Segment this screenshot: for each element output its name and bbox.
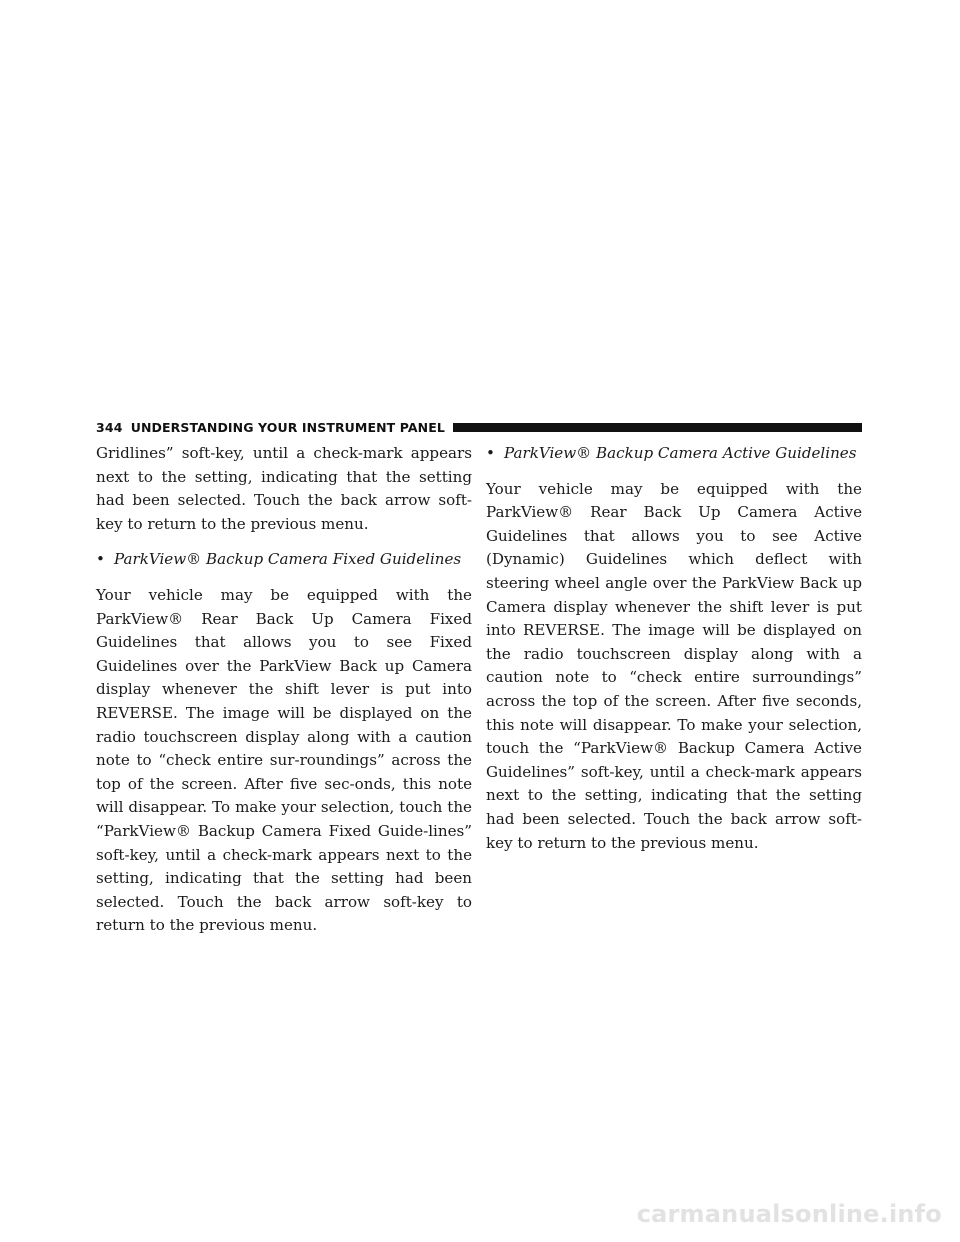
page-number: 344: [96, 419, 123, 435]
page-header: [96, 418, 862, 436]
left-column: [96, 442, 472, 950]
header-rule: [453, 423, 862, 432]
active-guidelines-heading-text: ParkView® Backup Camera Active Guidelines: [504, 444, 857, 462]
continuation-paragraph: Gridlines” soft-key, until a check-mark appears next to the setting, indicating that the setting had been selected. Touch the back arrow soft-key to return to the previous menu.: [96, 444, 472, 533]
bullet-icon: •: [96, 550, 105, 569]
fixed-guidelines-heading: [96, 548, 472, 572]
watermark: carmanualsonline.info: [636, 1200, 942, 1228]
active-guidelines-paragraph: Your vehicle may be equipped with the ParkView® Rear Back Up Camera Active Guidelines that allows you to see Active (Dynamic) Guidelines which deflect with steering wheel angle over the ParkView Back up Camera display whenever the shift lever is put into REVERSE. The image will be displayed on the radio touchscreen display along with a caution note to “check entire surroundings” across the top of the screen. After five seconds, this note will disappear. To make your selection, touch the “ParkView® Backup Camera Active Guidelines” soft-key, until a check-mark appears next to the setting, indicating that the setting had been selected. Touch the back arrow soft-key to return to the previous menu.: [486, 479, 862, 852]
section-title: UNDERSTANDING YOUR INSTRUMENT PANEL: [130, 419, 445, 435]
fixed-guidelines-paragraph: Your vehicle may be equipped with the ParkView® Rear Back Up Camera Fixed Guidelines that allows you to see Fixed Guidelines over the ParkView Back up Camera display whenever the shift lever is put into REVERSE. The image will be displayed on the radio touchscreen display along with a caution note to “check entire sur-roundings” across the top of the screen. After five sec-onds, this note will disappear. To make your selection, touch the “ParkView® Backup Camera Fixed Guide-lines” soft-key, until a check-mark appears next to the setting, indicating that the setting had been selected. Touch the back arrow soft-key to return to the previous menu.: [96, 585, 472, 935]
fixed-guidelines-heading-text: ParkView® Backup Camera Fixed Guidelines: [114, 550, 462, 569]
active-guidelines-heading: [486, 442, 862, 466]
bullet-icon: •: [486, 444, 495, 462]
right-column: [486, 442, 862, 867]
